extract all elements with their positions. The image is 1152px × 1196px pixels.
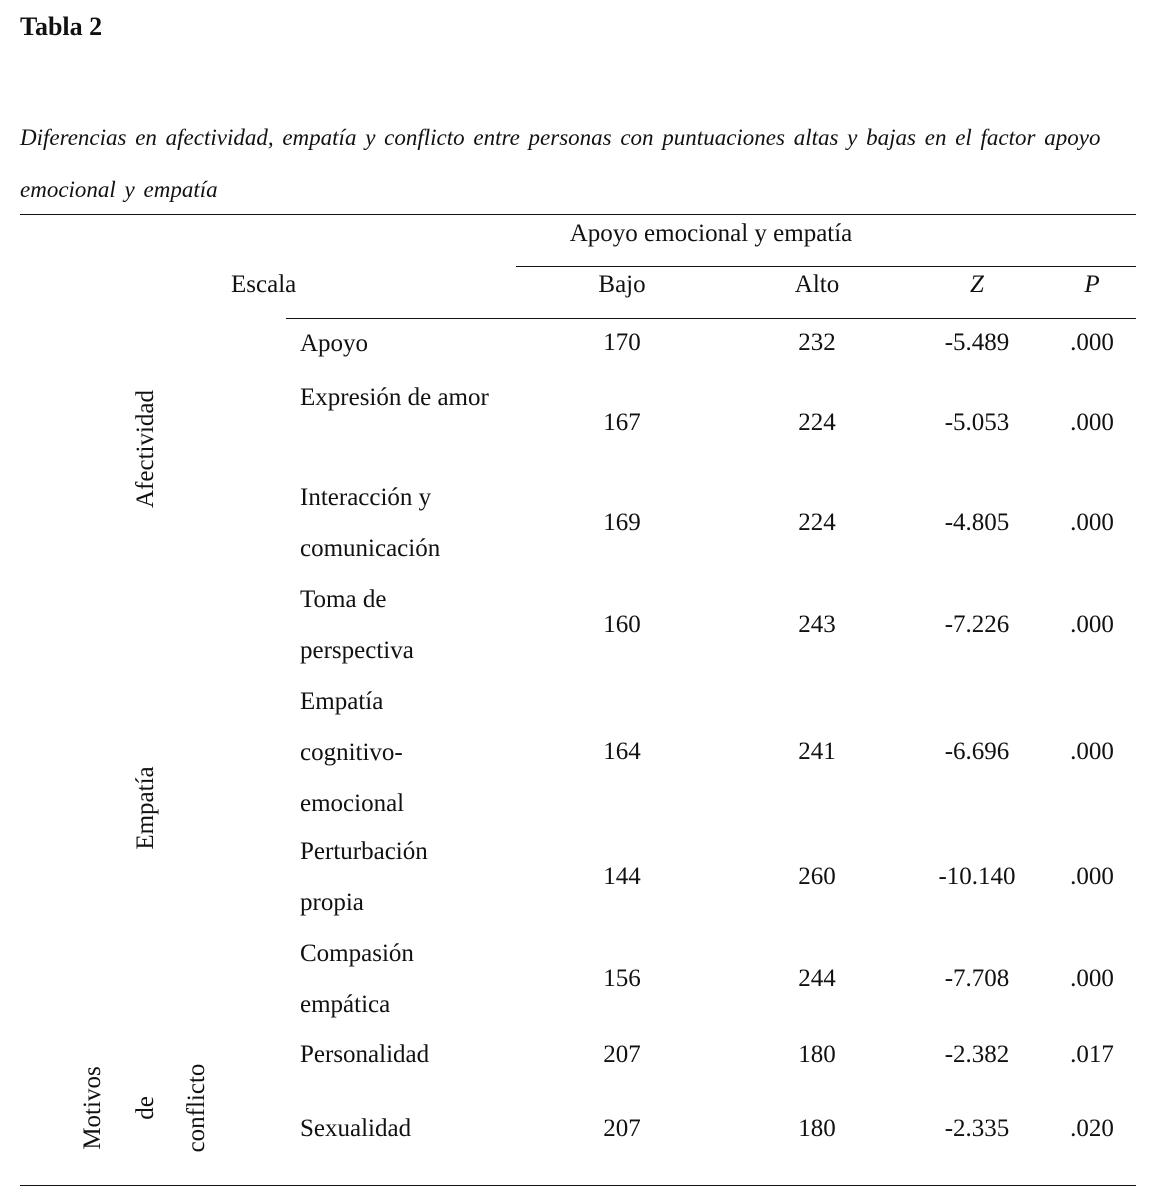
- table-row-scale: Toma de perspectiva: [300, 586, 414, 664]
- header-high-label: Alto: [794, 271, 840, 298]
- table-row-scale: Interacción y comunicación: [300, 484, 441, 562]
- table-row-high: 260: [798, 863, 836, 890]
- table-row-low: 170: [603, 329, 641, 356]
- table-row-scale: Apoyo: [300, 330, 369, 357]
- table-row-high: 180: [798, 1041, 836, 1068]
- group-label-conflicto: conflicto: [183, 1063, 210, 1153]
- table-row-high: 224: [798, 509, 836, 536]
- table-row-z: -4.805: [944, 509, 1010, 536]
- group-label-motivos: Motivos: [79, 1066, 106, 1150]
- table-row-scale: Empatía cognitivo-emocional: [300, 688, 405, 817]
- table-row-high: 241: [798, 738, 836, 765]
- table-row-p: .000: [1070, 409, 1114, 436]
- header-scale-label: Escala: [231, 271, 297, 298]
- table-row-p: .000: [1070, 329, 1114, 356]
- table-row-low: 167: [603, 409, 641, 436]
- table-row-z: -5.053: [944, 409, 1010, 436]
- table-row-p: .000: [1070, 509, 1114, 536]
- table-row-low: 169: [603, 509, 641, 536]
- table-row-low: 207: [603, 1115, 641, 1142]
- table-row-high: 243: [798, 611, 836, 638]
- table-row-scale: Perturbación propia: [300, 838, 428, 916]
- table-row-p: .000: [1070, 611, 1114, 638]
- bottom-rule: [20, 1185, 1136, 1186]
- table-row-scale: Personalidad: [300, 1041, 430, 1068]
- table-row-high: 224: [798, 409, 836, 436]
- table-row-low: 156: [603, 965, 641, 992]
- table-row-high: 232: [798, 329, 836, 356]
- header-p-label: P: [1084, 271, 1100, 298]
- table-row-p: .000: [1070, 863, 1114, 890]
- table-row-z: -2.382: [944, 1041, 1010, 1068]
- top-rule: [20, 214, 1136, 215]
- table-row-p: .020: [1070, 1115, 1114, 1142]
- header-z-label: Z: [970, 271, 984, 298]
- table-caption: Diferencias en afectividad, empatía y conflicto entre personas con puntuaciones altas y bajas en el factor apoyo emocional y empatía: [20, 125, 1101, 202]
- table-row-scale: Sexualidad: [300, 1115, 412, 1142]
- table-row-z: -5.489: [944, 329, 1010, 356]
- table-row-p: .000: [1070, 738, 1114, 765]
- header-low-label: Bajo: [598, 271, 646, 298]
- group-label-empatia: Empatía: [132, 766, 159, 850]
- table-row-z: -7.708: [944, 965, 1010, 992]
- table-row-high: 180: [798, 1115, 836, 1142]
- group-label-de: de: [132, 1096, 159, 1120]
- table-row-p: .000: [1070, 965, 1114, 992]
- group-rule: [516, 266, 1136, 267]
- table-row-z: -2.335: [944, 1115, 1010, 1142]
- table-number: Tabla 2: [20, 12, 103, 41]
- table-row-scale: Expresión de amor: [300, 384, 489, 411]
- header-group-label: Apoyo emocional y empatía: [569, 220, 853, 247]
- table-row-z: -6.696: [944, 738, 1010, 765]
- table-row-p: .017: [1070, 1041, 1114, 1068]
- table-row-scale: Compasión empática: [300, 940, 414, 1018]
- table-row-low: 207: [603, 1041, 641, 1068]
- table-row-low: 160: [603, 611, 641, 638]
- group-label-afectividad: Afectividad: [132, 389, 159, 509]
- table-row-z: -10.140: [938, 863, 1016, 890]
- table-row-high: 244: [798, 965, 836, 992]
- table-row-low: 164: [603, 738, 641, 765]
- table-row-low: 144: [603, 863, 641, 890]
- table-row-z: -7.226: [944, 611, 1010, 638]
